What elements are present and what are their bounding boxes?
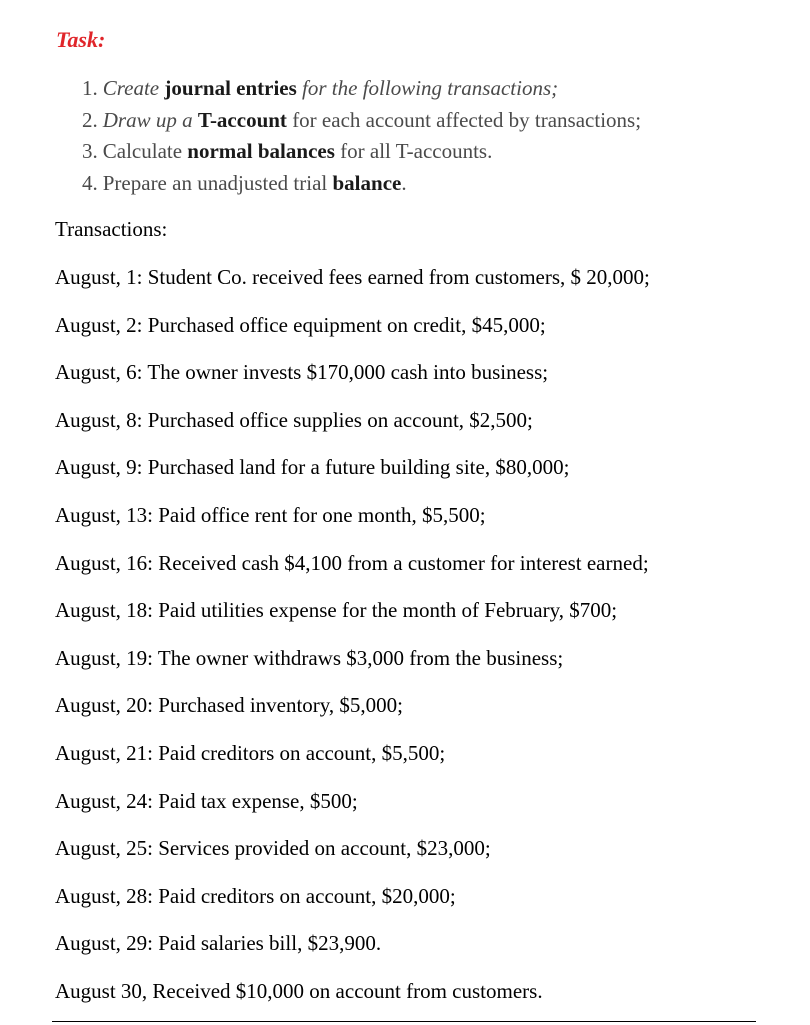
transaction-line: August, 24: Paid tax expense, $500; [55, 788, 358, 813]
task-text: . [401, 171, 407, 196]
task-item-number: 1. [82, 76, 98, 100]
transaction-list [55, 263, 650, 1025]
task-text: Draw up a [102, 107, 198, 132]
transaction-line: August, 6: The owner invests $170,000 cash into business; [55, 360, 549, 385]
task-text: for all T-accounts. [334, 139, 493, 164]
transaction-line: August, 13: Paid office rent for one month, $5,500; [55, 502, 486, 527]
task-item [82, 136, 641, 168]
task-heading: Task: [56, 27, 106, 52]
task-item-number: 2. [82, 107, 98, 132]
task-keyword: balance [332, 171, 402, 196]
task-keyword: journal entries [164, 76, 297, 100]
task-keyword: T-account [197, 107, 287, 132]
transaction-line: August, 28: Paid creditors on account, $20,000; [55, 883, 456, 908]
transaction-line: August, 18: Paid utilities expense for the month of February, $700; [55, 598, 618, 623]
task-item [82, 168, 641, 200]
task-text: for each account affected by transactions; [286, 107, 642, 132]
transaction-line: August, 25: Services provided on account, $23,000; [55, 836, 491, 861]
transaction-line: August, 16: Received cash $4,100 from a customer for interest earned; [55, 550, 649, 575]
transaction-line: August, 1: Student Co. received fees earned from customers, $ 20,000; [55, 265, 650, 289]
transaction-line: August 30, Received $10,000 on account from customers. [55, 978, 543, 1003]
task-keyword: normal balances [187, 139, 335, 164]
task-text: Create [102, 76, 165, 100]
task-text: for the following transactions; [296, 76, 559, 100]
task-text: Prepare an unadjusted trial [102, 171, 333, 196]
transaction-line: August, 2: Purchased office equipment on credit, $45,000; [55, 312, 546, 337]
transaction-line: August, 29: Paid salaries bill, $23,900. [55, 931, 382, 956]
transaction-line: August, 9: Purchased land for a future building site, $80,000; [55, 455, 570, 480]
task-item-number: 3. [82, 139, 98, 164]
transaction-line: August, 19: The owner withdraws $3,000 from the business; [55, 645, 564, 670]
task-item [82, 73, 641, 105]
task-text: Calculate [102, 139, 188, 164]
task-item [82, 105, 641, 137]
transaction-line: August, 21: Paid creditors on account, $5,500; [55, 740, 446, 765]
transaction-line: August, 8: Purchased office supplies on account, $2,500; [55, 407, 533, 432]
bottom-divider [52, 1021, 756, 1022]
transaction-line: August, 20: Purchased inventory, $5,000; [55, 693, 404, 718]
task-item-number: 4. [82, 171, 98, 196]
transactions-label: Transactions: [55, 217, 168, 241]
task-list [82, 73, 641, 200]
